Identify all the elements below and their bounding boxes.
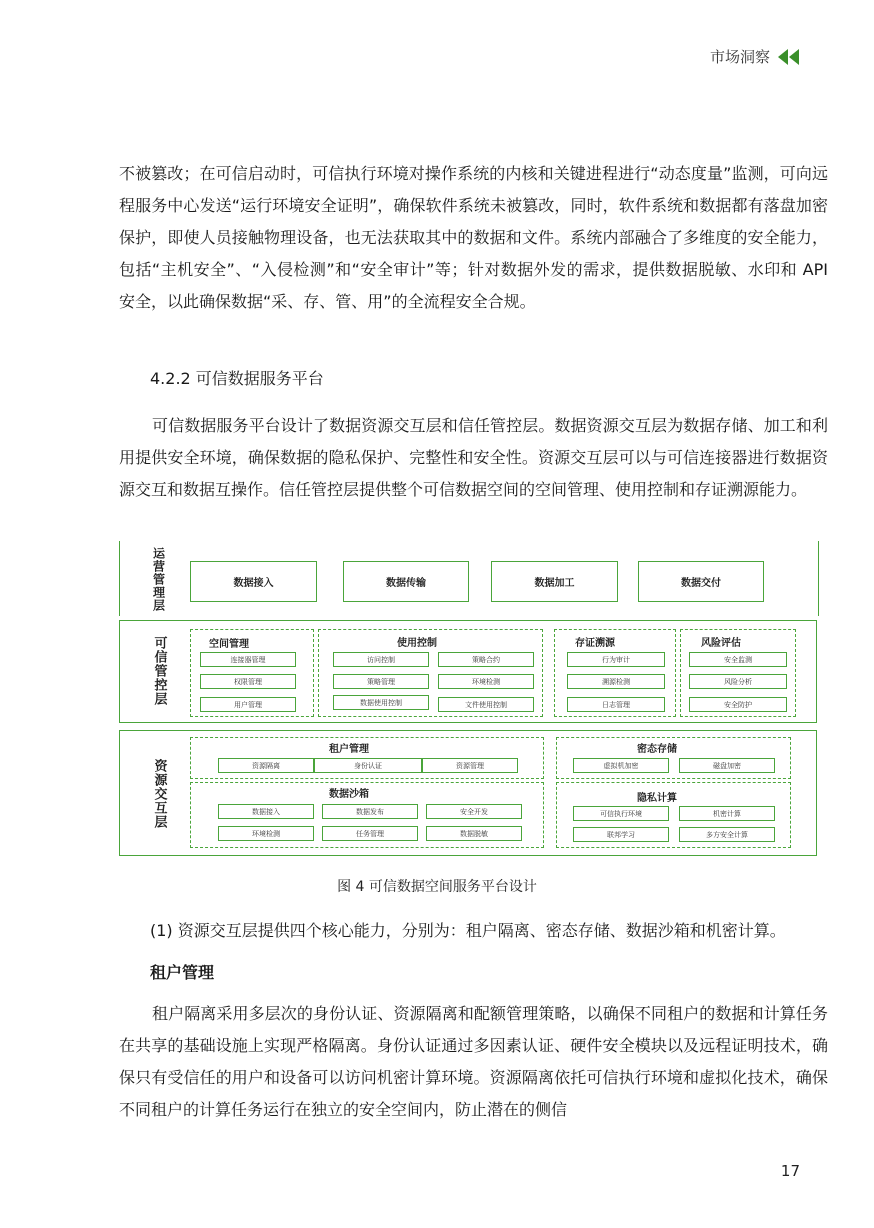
cell: 数据发布 — [322, 804, 418, 819]
evidence-tracing-group — [554, 629, 676, 717]
cell: 用户管理 — [200, 697, 296, 712]
platform-architecture-diagram — [119, 541, 817, 856]
privacy-computing-group — [556, 782, 791, 848]
ops-layer-label: 运营管理层 — [151, 546, 166, 612]
ops-layer — [119, 541, 819, 616]
cell: 连接器管理 — [200, 652, 296, 667]
cell: 虚拟机加密 — [573, 758, 669, 773]
group-title: 密态存储 — [637, 744, 677, 755]
data-sandbox-group — [190, 782, 544, 848]
cell: 安全防护 — [689, 697, 787, 712]
cell: 访问控制 — [333, 652, 429, 667]
trust-control-layer — [119, 620, 817, 723]
group-title: 风险评估 — [701, 638, 741, 649]
cell: 磁盘加密 — [679, 758, 775, 773]
cell: 策略合约 — [438, 652, 534, 667]
cell: 身份认证 — [314, 758, 422, 773]
section-heading-4-2-2: 4.2.2 可信数据服务平台 — [150, 369, 324, 388]
tenant-management-group — [190, 737, 544, 779]
figure-caption: 图 4 可信数据空间服务平台设计 — [337, 879, 537, 895]
double-left-arrow-icon — [778, 49, 800, 65]
cell: 多方安全计算 — [679, 827, 775, 842]
risk-assessment-group — [680, 629, 796, 717]
cell: 机密计算 — [679, 806, 775, 821]
page-number: 17 — [780, 1162, 800, 1180]
cell: 可信执行环境 — [573, 806, 669, 821]
cell: 溯源检测 — [567, 674, 665, 689]
ops-box-data-delivery: 数据交付 — [638, 561, 764, 602]
paragraph-tenant-isolation: 租户隔离采用多层次的身份认证、资源隔离和配额管理策略，以确保不同租户的数据和计算任务在共享的基础设施上实现严格隔离。身份认证通过多因素认证、硬件安全模块以及远程证明技术，确保只有受信任的用户和设备可以访问机密计算环境。资源隔离依托可信执行环境和虚拟化技术，确保不同租户的计算任务运行在独立的安全空间内，防止潜在的侧信 — [119, 1004, 828, 1119]
subheading-tenant-management: 租户管理 — [150, 963, 215, 982]
cell: 环境检测 — [218, 826, 314, 841]
cell: 环境检测 — [438, 674, 534, 689]
group-title: 数据沙箱 — [329, 789, 369, 800]
trust-layer-label: 可信管控层 — [151, 636, 167, 706]
cell: 数据使用控制 — [333, 695, 429, 710]
cell: 文件使用控制 — [438, 697, 534, 712]
paragraph-platform: 可信数据服务平台设计了数据资源交互层和信任管控层。数据资源交互层为数据存储、加工和利用提供安全环境，确保数据的隐私保护、完整性和安全性。资源交互层可以与可信连接器进行数据资源交互和数据互操作。信任管控层提供整个可信数据空间的空间管理、使用控制和存证溯源能力。 — [119, 416, 828, 499]
ops-box-data-access: 数据接入 — [190, 561, 317, 602]
ops-box-data-processing: 数据加工 — [491, 561, 618, 602]
cell: 风险分析 — [689, 674, 787, 689]
cell: 安全监测 — [689, 652, 787, 667]
ops-box-data-transfer: 数据传输 — [343, 561, 469, 602]
cell: 资源隔离 — [218, 758, 314, 773]
cell: 数据脱敏 — [426, 826, 522, 841]
cell: 资源管理 — [422, 758, 518, 773]
cell: 联邦学习 — [573, 827, 669, 842]
cell: 行为审计 — [567, 652, 665, 667]
space-management-group — [190, 629, 314, 717]
group-title: 空间管理 — [209, 639, 249, 650]
cell: 任务管理 — [322, 826, 418, 841]
header-title: 市场洞察 — [709, 48, 770, 66]
cell: 数据接入 — [218, 804, 314, 819]
group-title: 租户管理 — [329, 744, 369, 755]
resource-interaction-layer — [119, 730, 817, 856]
cell: 安全开发 — [426, 804, 522, 819]
paragraph-core-capabilities: (1) 资源交互层提供四个核心能力，分别为：租户隔离、密态存储、数据沙箱和机密计算。 — [150, 921, 786, 940]
usage-control-group — [318, 629, 543, 717]
cell: 日志管理 — [567, 697, 665, 712]
group-title: 使用控制 — [397, 638, 437, 649]
cell: 策略管理 — [333, 674, 429, 689]
group-title: 隐私计算 — [637, 793, 677, 804]
cell: 权限管理 — [200, 674, 296, 689]
encrypted-storage-group — [556, 737, 791, 779]
running-header — [710, 46, 800, 67]
resource-layer-label: 资源交互层 — [151, 759, 167, 829]
group-title: 存证溯源 — [575, 638, 615, 649]
paragraph-intro: 不被篡改；在可信启动时，可信执行环境对操作系统的内核和关键进程进行“动态度量”监测，可向远程服务中心发送“运行环境安全证明”，确保软件系统未被篡改，同时，软件系统和数据都有落盘加密保护，即使人员接触物理设备，也无法获取其中的数据和文件。系统内部融合了多维度的安全能力，包括“主机安全”、“入侵检测”和“安全审计”等；针对数据外发的需求，提供数据脱敏、水印和 API 安全，以此确保数据“采、存、管、用”的全流程安全合规。 — [119, 164, 828, 311]
